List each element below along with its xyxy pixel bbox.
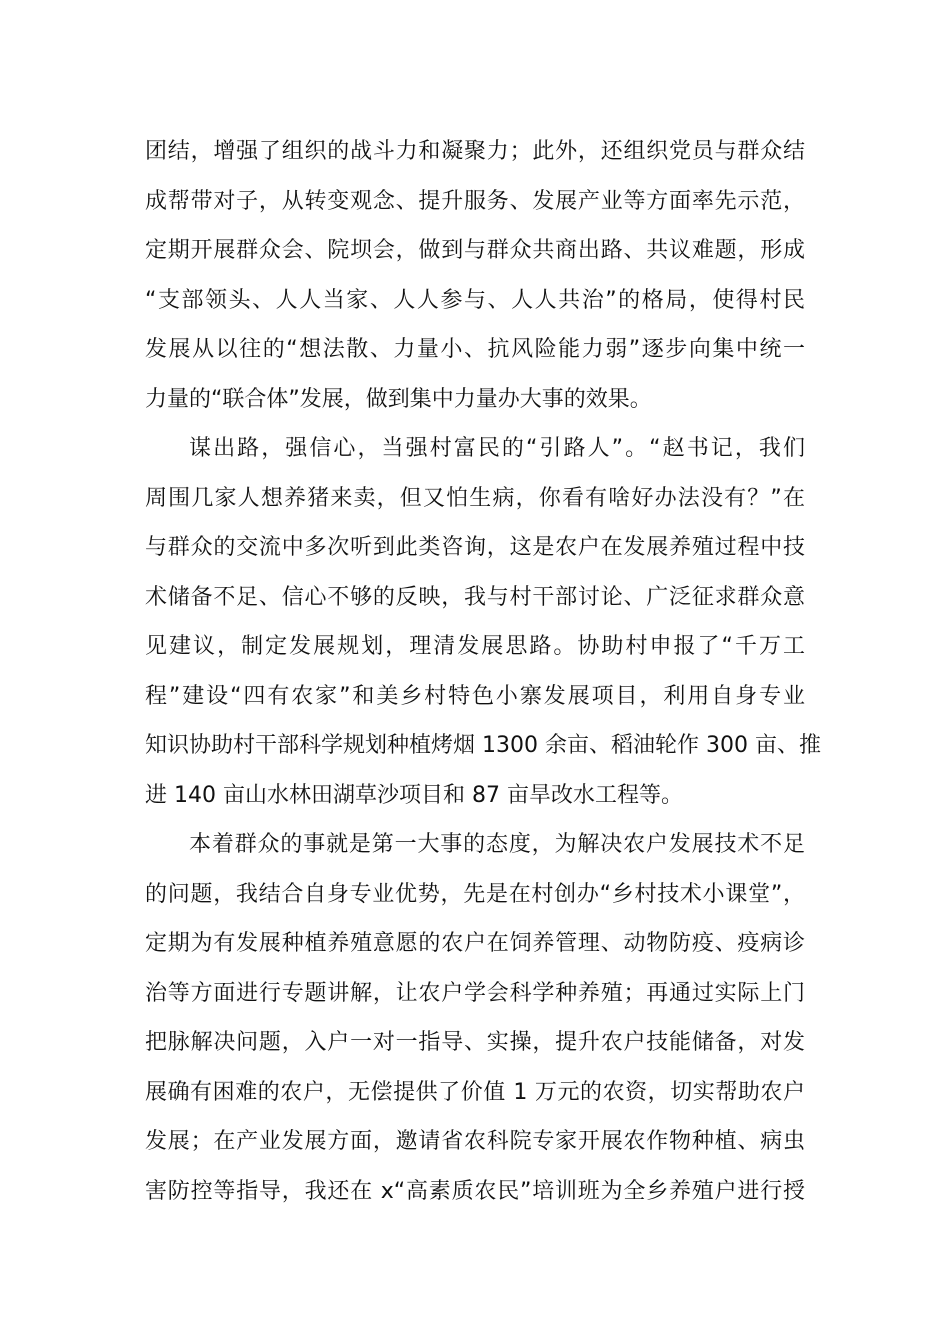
- text-line: 团结，增强了组织的战斗力和凝聚力；此外，还组织党员与群众结: [145, 139, 805, 164]
- paragraph: [145, 827, 805, 1223]
- text-line: 力量的“联合体”发展，做到集中力量办大事的效果。: [145, 386, 652, 412]
- text-line: 谋出路，强信心，当强村富民的“引路人”。“赵书记，我们: [189, 436, 805, 461]
- text-line: 术储备不足、信心不够的反映，我与村干部讨论、广泛征求群众意: [145, 584, 805, 610]
- text-line: 治等方面进行专题讲解，让农户学会科学种养殖；再通过实际上门: [145, 980, 805, 1006]
- text-line: 知识协助村干部科学规划种植烤烟 1300 余亩、稻油轮作 300 亩、推: [145, 733, 821, 758]
- text-line: 见建议，制定发展规划，理清发展思路。协助村申报了“千万工: [145, 634, 805, 659]
- text-line: 的问题，我结合自身专业优势，先是在村创办“乡村技术小课堂”，: [145, 881, 805, 907]
- text-line: 把脉解决问题，入户一对一指导、实操，提升农户技能储备，对发: [145, 1030, 805, 1055]
- text-line: 本着群众的事就是第一大事的态度，为解决农户发展技术不足: [189, 832, 805, 857]
- text-line: 定期为有发展种植养殖意愿的农户在饲养管理、动物防疫、疫病诊: [145, 931, 805, 956]
- text-line: 成帮带对子，从转变观念、提升服务、发展产业等方面率先示范，: [145, 188, 805, 214]
- text-line: 进 140 亩山水林田湖草沙项目和 87 亩旱改水工程等。: [145, 782, 683, 808]
- text-line: 发展；在产业发展方面，邀请省农科院专家开展农作物种植、病虫: [145, 1129, 805, 1154]
- text-line: 发展从以往的“想法散、力量小、抗风险能力弱”逐步向集中统一: [145, 337, 805, 362]
- text-line: 与群众的交流中多次听到此类咨询，这是农户在发展养殖过程中技: [145, 535, 805, 560]
- text-line: 周围几家人想养猪来卖，但又怕生病，你看有啥好办法没有？”在: [145, 485, 805, 511]
- document-body: [145, 134, 821, 1223]
- text-line: 程”建设“四有农家”和美乡村特色小寨发展项目，利用自身专业: [145, 683, 805, 709]
- paragraph: [145, 134, 805, 431]
- text-line: 害防控等指导，我还在 x“高素质农民”培训班为全乡养殖户进行授: [145, 1178, 805, 1204]
- paragraph: [145, 431, 821, 827]
- text-line: 定期开展群众会、院坝会，做到与群众共商出路、共议难题，形成: [145, 238, 805, 263]
- text-line: 展确有困难的农户，无偿提供了价值 1 万元的农资，切实帮助农户: [145, 1079, 805, 1105]
- text-line: “支部领头、人人当家、人人参与、人人共治”的格局，使得村民: [145, 287, 805, 313]
